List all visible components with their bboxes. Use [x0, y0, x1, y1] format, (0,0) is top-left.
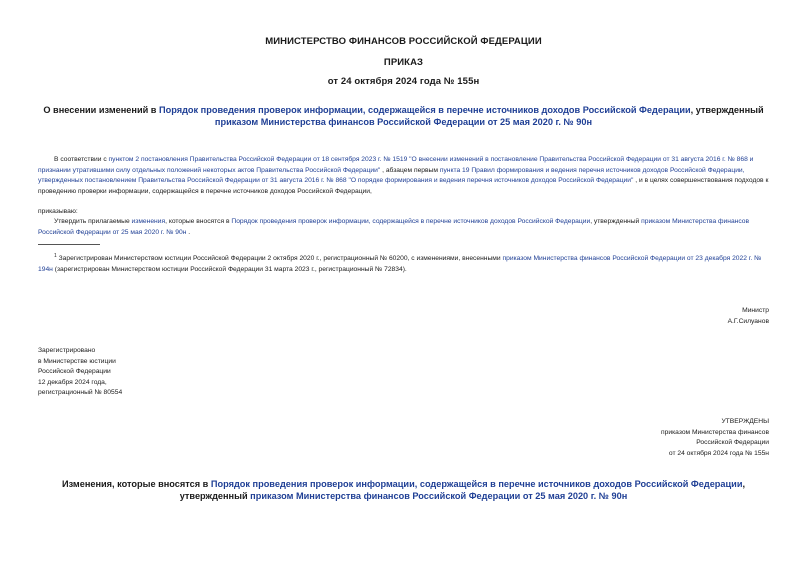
preamble-text-3: , и в целях совершенствования подходов к проведению проверки информации, содержащейся в перечне источников доходов Российской Федерации,	[38, 177, 769, 195]
preamble-paragraph	[38, 155, 770, 197]
preamble-text-1: В соответствии с	[54, 156, 109, 163]
approved-line-3: Российской Федерации	[696, 439, 769, 446]
order-title	[40, 104, 767, 128]
footnote-divider	[38, 244, 100, 245]
order-procedure-link[interactable]: Порядок проведения проверок информации, содержащейся в перечне источников доходов Российской Федерации	[231, 218, 591, 225]
title-prefix: О внесении изменений в	[43, 105, 160, 115]
changes-link[interactable]: изменения	[131, 218, 166, 225]
registration-block	[38, 346, 122, 399]
changes-title-procedure-link[interactable]: Порядок проведения проверок информации, содержащейся в перечне источников доходов Российской Федерации	[210, 479, 743, 489]
changes-title-order-link[interactable]: приказом Министерства финансов Российской Федерации от 25 мая 2020 г. № 90н	[250, 491, 628, 501]
preamble-text-2: , абзацем первым	[380, 166, 440, 174]
footnote-text-1: Зарегистрирован Министерством юстиции Российской Федерации 2 октября 2020 г., регистрационный № 60200, с изменениями, внесенными	[56, 255, 503, 263]
footnote-order-link[interactable]: приказом Министерства финансов Российской Федерации от 23 декабря 2022 г. № 194н	[38, 255, 762, 273]
registration-line-3: Российской Федерации	[38, 368, 111, 375]
order-clause	[38, 217, 770, 238]
prikazyvayu-label: приказываю:	[38, 208, 78, 215]
approved-line-1: УТВЕРЖДЕНЫ	[721, 418, 769, 425]
order-text-1: Утвердить прилагаемые	[54, 218, 132, 225]
footnote	[38, 251, 770, 275]
changes-title	[30, 478, 777, 502]
approved-line-2: приказом Министерства финансов	[661, 428, 769, 436]
order-prikaz-link[interactable]: приказом Министерства финансов Российской Федерации от 25 мая 2020 г. № 90н	[38, 218, 750, 236]
preamble-resolution-link[interactable]: пунктом 2 постановления Правительства Российской Федерации от 18 сентября 2023 г. № 1519 "О внесении изменений в постановление Правительства Российской Федерации от 31 августа 2016 г. № 868 и признании утратившими силу отдельных положений некоторых актов Правительства Российской Федерации"	[38, 156, 754, 174]
footnote-mark: 1	[54, 253, 57, 259]
title-middle: , утвержденный	[690, 105, 764, 115]
doc-type-heading: ПРИКАЗ	[383, 57, 424, 68]
approved-block	[661, 417, 769, 459]
footnote-text-2: (зарегистрирован Министерством юстиции Российской Федерации 31 марта 2023 г., регистрационный № 72834).	[52, 265, 407, 273]
registration-line-5: регистрационный № 80554	[38, 389, 123, 396]
approved-line-4: от 24 октября 2024 года № 155н	[668, 449, 769, 457]
changes-title-prefix: Изменения, которые вносятся в	[61, 479, 211, 489]
order-date-number: от 24 октября 2024 года № 155н	[327, 76, 480, 87]
signature-position: Министр	[742, 307, 769, 314]
registration-line-4: 12 декабря 2024 года,	[38, 378, 107, 386]
title-procedure-link[interactable]: Порядок проведения проверок информации, содержащейся в перечне источников доходов Российской Федерации	[159, 105, 691, 115]
order-text-4: .	[186, 228, 191, 236]
order-text-2: , которые вносятся в	[165, 218, 232, 225]
ministry-heading: МИНИСТЕРСТВО ФИНАНСОВ РОССИЙСКОЙ ФЕДЕРАЦИИ	[265, 36, 542, 47]
changes-title-middle: , утвержденный	[179, 479, 746, 501]
preamble-rules-link[interactable]: пункта 19 Правил формирования и ведения перечня источников доходов Российской Федерации, утвержденных постановлением Правительства Российской Федерации от 31 августа 2016 г. № 868 "О порядке формирования и ведения перечня источников доходов Российской Федерации"	[38, 166, 745, 184]
signature-block	[728, 306, 769, 327]
order-text-3: , утвержденный	[590, 218, 642, 225]
title-order-link[interactable]: приказом Министерства финансов Российской Федерации от 25 мая 2020 г. № 90н	[214, 117, 593, 127]
signature-name: А.Г.Силуанов	[727, 317, 769, 325]
registration-line-2: в Министерстве юстиции	[38, 357, 116, 365]
registration-line-1: Зарегистрировано	[38, 347, 96, 354]
